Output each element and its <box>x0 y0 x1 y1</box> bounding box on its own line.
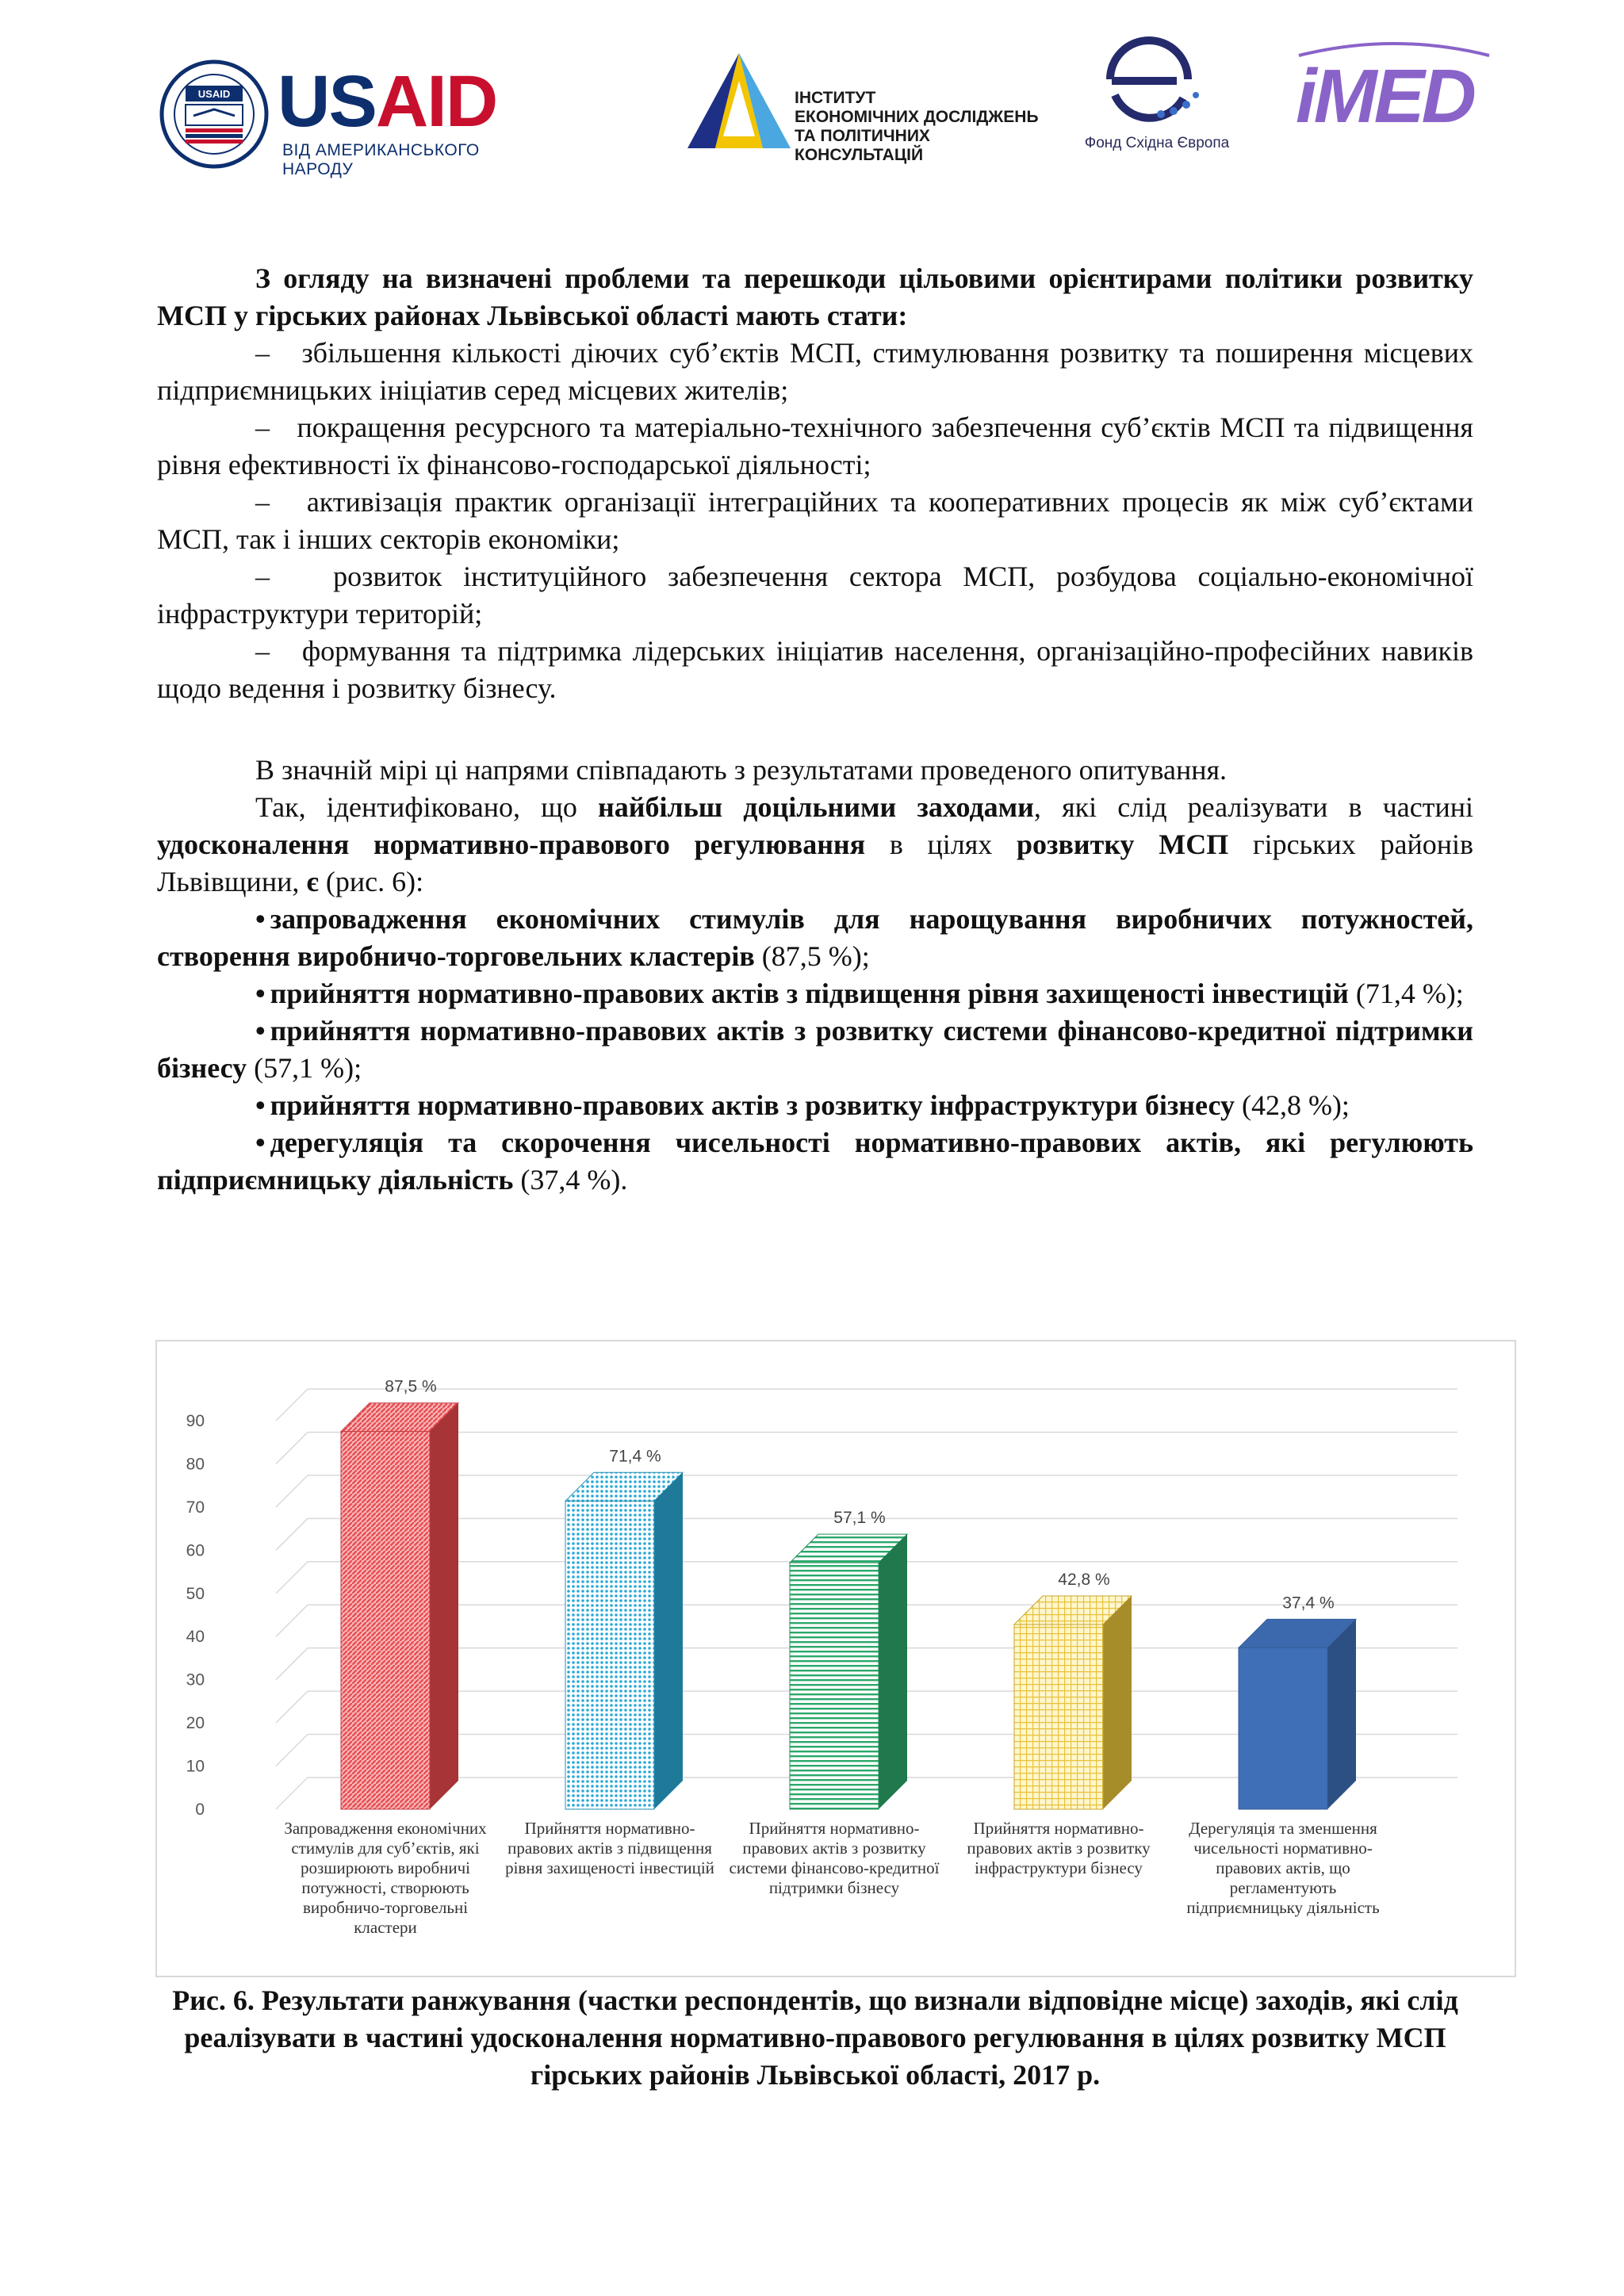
y-tick-label: 10 <box>186 1757 205 1776</box>
figure-caption: Рис. 6. Результати ранжування (частки респондентів, що визнали відповідне місце) заходів, які слід реалізувати в частині удосконалення нормативно-правового регулювання в цілях розвитку МСП гірських районів Львівської області, 2017 р. <box>172 1984 1458 2091</box>
bar-side <box>654 1472 683 1809</box>
y-tick-label: 90 <box>186 1412 205 1430</box>
bar-front <box>341 1432 430 1809</box>
intro-item: – формування та підтримка лідерських ініціатив населення, організаційно-професійних навиків щодо ведення і розвитку бізнесу. <box>157 635 1474 704</box>
imed-logo <box>1291 40 1497 151</box>
bar <box>790 1534 907 1809</box>
partner-logos <box>0 32 1624 182</box>
survey-paragraph-1: В значній мірі ці напрями співпадають з результатами проведеного опитування. <box>255 754 1228 786</box>
ier-logo <box>684 49 1040 164</box>
category-label: Прийняття нормативно-правових актів з розвитку інфраструктури бізнесу <box>967 1819 1151 1877</box>
fund-logo <box>1063 32 1245 166</box>
gridline-depth <box>276 1735 308 1766</box>
y-tick-label: 40 <box>186 1628 205 1647</box>
intro-item: – збільшення кількості діючих суб’єктів МСП, стимулювання розвитку та поширення місцевих підприємницьких ініціатив серед місцевих жителів; <box>157 337 1473 406</box>
survey-paragraph-2: Так, ідентифіковано, що найбільш доцільними заходами, які слід реалізувати в частині удосконалення нормативно-правового регулювання в цілях розвитку МСП гірських районів Львівщини, є (рис. 6): <box>157 791 1473 897</box>
category-label: Прийняття нормативно-правових актів з підвищення рівня захищеності інвестицій <box>505 1819 714 1877</box>
measure-item: • дерегуляція та скорочення чисельності нормативно-правових актів, які регулюють підприємницьку діяльність (37,4 %). <box>157 1127 1473 1196</box>
data-label: 57,1 % <box>833 1509 886 1528</box>
bar-side <box>1103 1596 1132 1809</box>
measure-item: • прийняття нормативно-правових актів з підвищення рівня захищеності інвестицій (71,4 %); <box>255 978 1464 1009</box>
y-tick-label: 50 <box>186 1584 205 1603</box>
ier-name: ІНСТИТУТ ЕКОНОМІЧНИХ ДОСЛІДЖЕНЬ ТА ПОЛІТИЧНИХ КОНСУЛЬТАЦІЙ <box>795 89 1039 164</box>
bar-front <box>1239 1647 1327 1809</box>
y-tick-label: 0 <box>195 1800 205 1819</box>
intro-item: – розвиток інституційного забезпечення сектора МСП, розбудова соціально-економічної інфраструктури територій; <box>157 561 1474 629</box>
svg-text:USAID: USAID <box>197 88 231 100</box>
bar <box>341 1403 458 1809</box>
gridline-depth <box>276 1389 308 1421</box>
y-tick-label: 30 <box>186 1670 205 1689</box>
gridline-depth <box>276 1777 308 1809</box>
bar-front <box>1014 1624 1103 1809</box>
y-tick-label: 80 <box>186 1455 205 1474</box>
intro-item: – активізація практик організації інтеграційних та кооперативних процесів як між суб’єктами МСП, так і інших секторів економіки; <box>157 486 1473 555</box>
intro-section <box>157 260 1473 707</box>
y-tick-label: 60 <box>186 1541 205 1560</box>
gridline-depth <box>276 1432 308 1464</box>
gridline-depth <box>276 1562 308 1594</box>
usaid-subtitle: ВІД АМЕРИКАНСЬКОГО НАРОДУ <box>282 141 480 178</box>
bar <box>1014 1596 1132 1809</box>
gridline-depth <box>276 1691 308 1723</box>
gridline-depth <box>276 1475 308 1507</box>
bar-side <box>1327 1619 1356 1809</box>
bar-side <box>430 1403 458 1809</box>
fund-name: Фонд Східна Європа <box>1084 135 1230 151</box>
survey-section <box>157 752 1473 1199</box>
usaid-seal-icon <box>159 59 270 170</box>
y-tick-label: 70 <box>186 1498 205 1517</box>
gridline-depth <box>276 1605 308 1636</box>
measure-item: • прийняття нормативно-правових актів з розвитку інфраструктури бізнесу (42,8 %); <box>255 1089 1350 1121</box>
data-label: 37,4 % <box>1282 1594 1335 1613</box>
intro-heading: З огляду на визначені проблеми та перешкоди цільовими орієнтирами політики розвитку МСП у гірських районах Львівської області мають стати: <box>157 262 1473 331</box>
ier-triangle-icon <box>684 49 795 152</box>
usaid-logo <box>159 49 539 178</box>
gridline-depth <box>276 1648 308 1680</box>
usaid-wordmark: USAID <box>278 61 497 142</box>
measure-item: • прийняття нормативно-правових актів з розвитку системи фінансово-кредитної підтримки бізнесу (57,1 %); <box>157 1015 1473 1084</box>
measure-item: • запровадження економічних стимулів для нарощування виробничих потужностей, створення виробничо-торговельних кластерів (87,5 %); <box>157 903 1473 972</box>
bar-front <box>565 1501 654 1809</box>
category-label: Прийняття нормативно-правових актів з розвитку системи фінансово-кредитної підтримки бізнесу <box>729 1819 940 1897</box>
fund-e-icon <box>1094 32 1205 127</box>
data-label: 71,4 % <box>609 1447 661 1466</box>
imed-wordmark: iMED <box>1296 54 1473 139</box>
bar-side <box>879 1534 907 1809</box>
bar <box>1239 1619 1356 1809</box>
ranking-chart <box>155 1340 1516 1977</box>
bar-front <box>790 1563 879 1809</box>
data-label: 42,8 % <box>1058 1570 1110 1589</box>
category-label: Запровадження економічних стимулів для суб’єктів, які розширюють виробничі потужності, створюють виробничо-торговельні кластери <box>284 1819 487 1937</box>
gridline-depth <box>276 1518 308 1550</box>
y-tick-label: 20 <box>186 1714 205 1733</box>
category-label: Дерегуляція та зменшення чисельності нормативно-правових актів, що регламентують підприємницьку діяльність <box>1186 1819 1380 1917</box>
bar <box>565 1472 683 1809</box>
intro-item: – покращення ресурсного та матеріально-технічного забезпечення суб’єктів МСП та підвищення рівня ефективності їх фінансово-господарської діяльності; <box>157 411 1473 480</box>
data-label: 87,5 % <box>385 1377 437 1396</box>
